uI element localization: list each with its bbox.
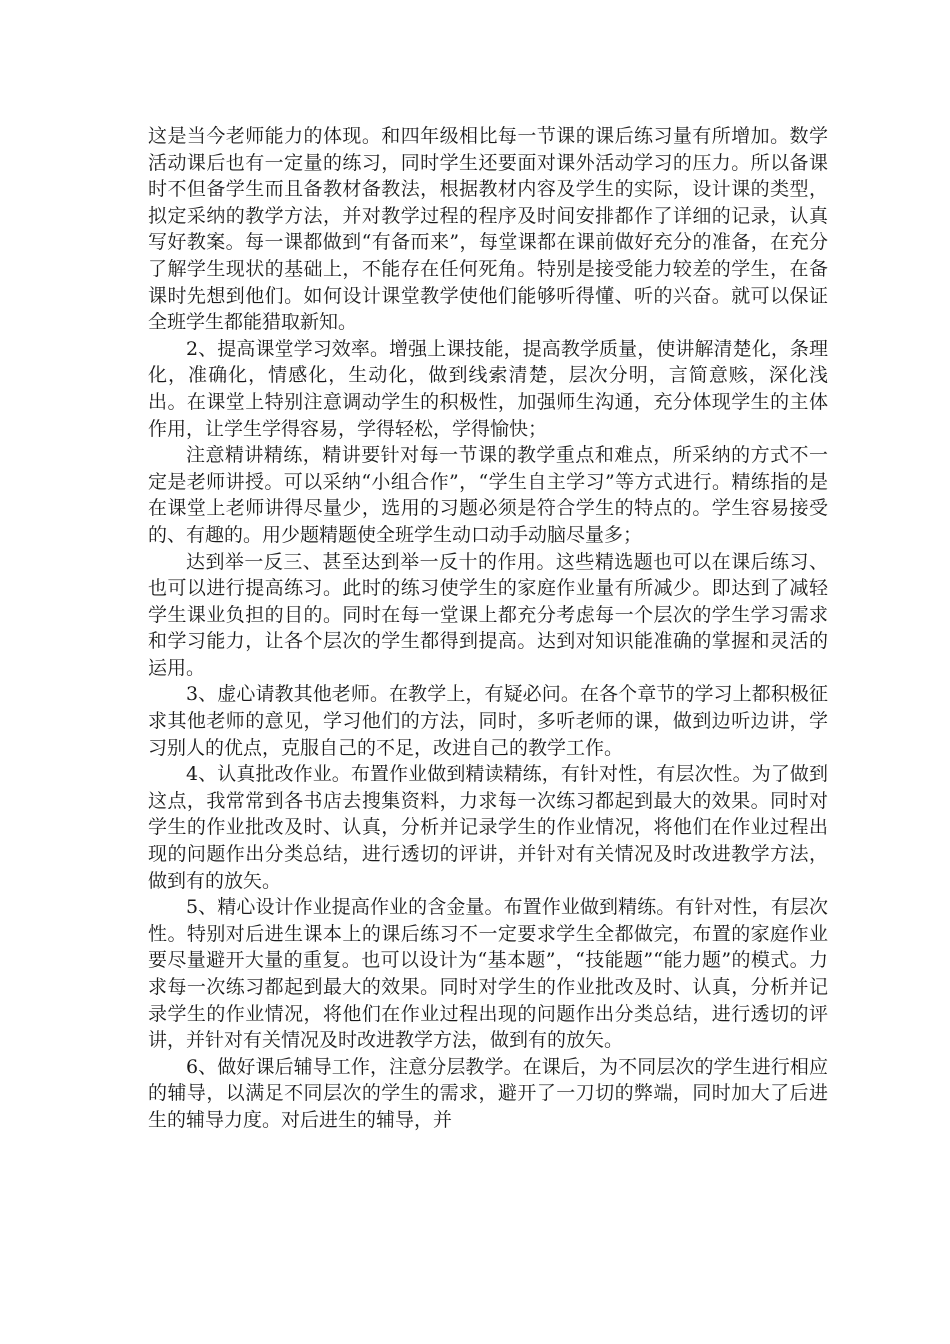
paragraph-item-2: 2、提高课堂学习效率。增强上课技能，提高教学质量，使讲解清楚化，条理化，准确化，情感化，生动化，做到线索清楚，层次分明，言简意赅，深化浅出。在课堂上特别注意调动学生的积极性，加强师生沟通，充分体现学生的主体作用，让学生学得容易，学得轻松，学得愉快； <box>148 337 828 440</box>
paragraph-item-3: 3、虚心请教其他老师。在教学上，有疑必问。在各个章节的学习上都积极征求其他老师的意见，学习他们的方法，同时，多听老师的课，做到边听边讲，学习别人的优点，克服自己的不足，改进自己的教学工作。 <box>148 683 828 759</box>
document-body <box>148 123 828 1134</box>
paragraph-item-4: 4、认真批改作业。布置作业做到精读精练，有针对性，有层次性。为了做到这点，我常常到各书店去搜集资料，力求每一次练习都起到最大的效果。同时对学生的作业批改及时、认真，分析并记录学生的作业情况，将他们在作业过程出现的问题作出分类总结，进行透切的评讲，并针对有关情况及时改进教学方法，做到有的放矢。 <box>148 763 828 892</box>
paragraph-item-2-detail: 注意精讲精练，精讲要针对每一节课的教学重点和难点，所采纳的方式不一定是老师讲授。可以采纳“小组合作”，“学生自主学习”等方式进行。精练指的是在课堂上老师讲得尽量少，选用的习题必须是符合学生的特点的。学生容易接受的、有趣的。用少题精题使全班学生动口动手动脑尽量多； <box>148 444 828 546</box>
paragraph-item-2-continued: 达到举一反三、甚至达到举一反十的作用。这些精选题也可以在课后练习、也可以进行提高练习。此时的练习使学生的家庭作业量有所减少。即达到了减轻学生课业负担的目的。同时在每一堂课上都充分考虑每一个层次的学生学习需求和学习能力，让各个层次的学生都得到提高。达到对知识能准确的掌握和灵活的运用。 <box>148 550 828 679</box>
paragraph-intro: 这是当今老师能力的体现。和四年级相比每一节课的课后练习量有所增加。数学活动课后也有一定量的练习，同时学生还要面对课外活动学习的压力。所以备课时不但备学生而且备教材备教法，根据教材内容及学生的实际，设计课的类型，拟定采纳的教学方法，并对教学过程的程序及时间安排都作了详细的记录，认真写好教案。每一课都做到“有备而来”，每堂课都在课前做好充分的准备，在充分了解学生现状的基础上，不能存在任何死角。特别是接受能力较差的学生，在备课时先想到他们。如何设计课堂教学使他们能够听得懂、听的兴奋。就可以保证全班学生都能猎取新知。 <box>148 125 828 334</box>
paragraph-item-5: 5、精心设计作业提高作业的含金量。布置作业做到精练。有针对性，有层次性。特别对后进生课本上的课后练习不一定要求学生全都做完，布置的家庭作业要尽量避开大量的重复。也可以设计为“基本题”，“技能题”“能力题”的模式。力求每一次练习都起到最大的效果。同时对学生的作业批改及时、认真，分析并记录学生的作业情况，将他们在作业过程出现的问题作出分类总结，进行透切的评讲，并针对有关情况及时改进教学方法，做到有的放矢。 <box>148 896 828 1052</box>
paragraph-item-6: 6、做好课后辅导工作，注意分层教学。在课后，为不同层次的学生进行相应的辅导，以满足不同层次的学生的需求，避开了一刀切的弊端，同时加大了后进生的辅导力度。对后进生的辅导，并 <box>148 1055 828 1131</box>
